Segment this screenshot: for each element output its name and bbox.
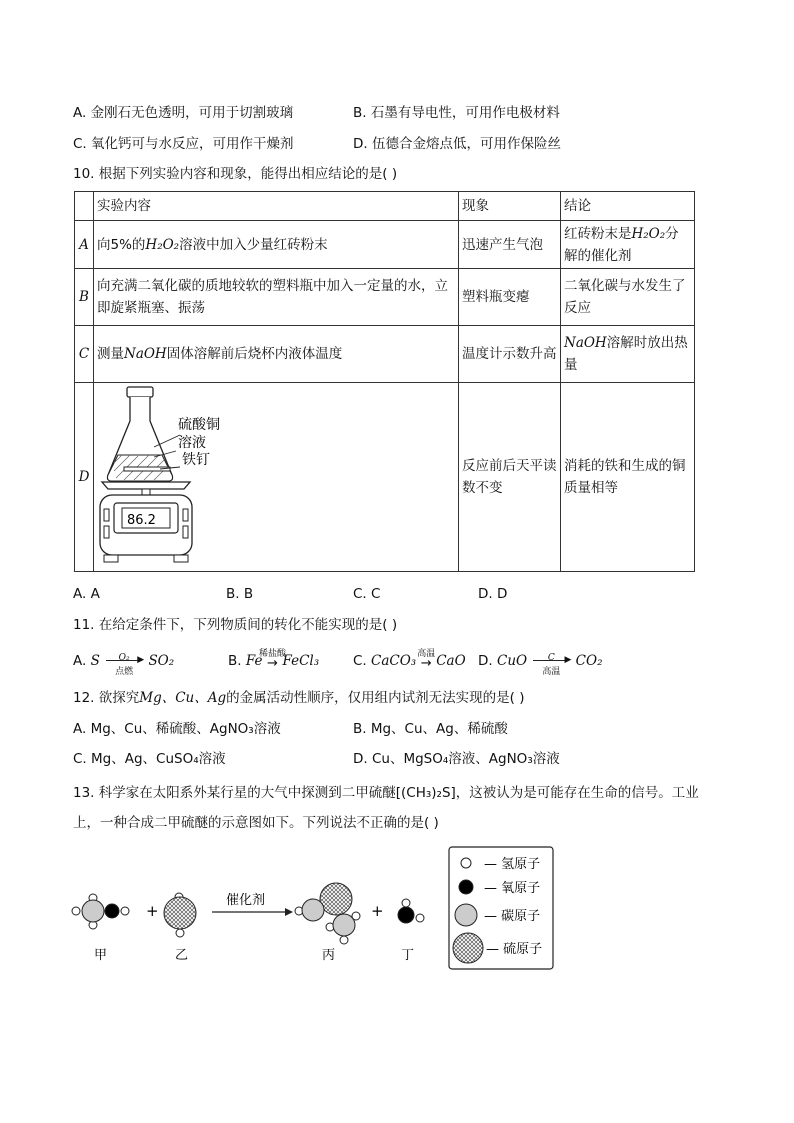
q11-option-d: D. CuO C ▶ 高温 CO₂: [478, 653, 603, 677]
flask-icon: [108, 387, 173, 481]
q10-option-b: B. B: [226, 586, 254, 602]
label-solution: 溶液: [178, 435, 206, 451]
row-conclusion: 二氧化碳与水发生了反应: [561, 269, 695, 326]
header-content: 实验内容: [94, 192, 459, 221]
q10-option-a: A. A: [73, 586, 100, 602]
row-conclusion: 消耗的铁和生成的铜质量相等: [561, 383, 695, 572]
legend-carbon: — 碳原子: [484, 909, 541, 924]
q11-option-b: B. Fe 稀盐酸 → FeCl₃: [228, 649, 320, 671]
row-content: 向充满二氧化碳的质地较软的塑料瓶中加入一定量的水，立即旋紧瓶塞、振荡: [94, 269, 459, 326]
row-label: B: [75, 269, 94, 326]
q10-option-d: D. D: [478, 586, 508, 602]
row-phenomenon: 反应前后天平读数不变: [459, 383, 561, 572]
balance-scale-icon: [100, 482, 192, 562]
table-header-row: [75, 192, 695, 221]
header-conclusion: 结论: [561, 192, 695, 221]
scale-reading: 86.2: [127, 513, 156, 528]
table-row: [75, 383, 695, 572]
label-bing: 丙: [322, 948, 336, 963]
q9-option-a: A. 金刚石无色透明，可用于切割玻璃: [73, 105, 294, 121]
q9-option-c: C. 氧化钙可与水反应，可用作干燥剂: [73, 136, 294, 152]
q12-option-b: B. Mg、Cu、Ag、稀硫酸: [353, 721, 508, 737]
q12-option-a: A. Mg、Cu、稀硫酸、AgNO₃溶液: [73, 721, 281, 737]
molecule-jia: [72, 894, 129, 929]
scale-flask-figure: [94, 383, 459, 564]
plus-sign: +: [371, 902, 384, 920]
q10-option-c: C. C: [353, 586, 381, 602]
legend-sulfur: — 硫原子: [486, 942, 543, 957]
q10-stem: 10. 根据下列实验内容和现象，能得出相应结论的是( ): [73, 166, 398, 182]
molecule-yi: [164, 893, 196, 937]
legend-oxygen: — 氧原子: [484, 881, 541, 896]
label-jia: 甲: [94, 948, 108, 963]
table-row: [75, 221, 695, 269]
row-label: C: [75, 326, 94, 383]
q10-experiment-table: [74, 191, 695, 572]
q13-stem-line1: 13. 科学家在太阳系外某行星的大气中探测到二甲硫醚[(CH₃)₂S]，这被认为是可能存在生命的信号。工业: [73, 785, 699, 801]
row-conclusion: NaOH溶解时放出热量: [561, 326, 695, 383]
catalyst-label: 催化剂: [226, 893, 266, 908]
q9-option-d: D. 伍德合金熔点低，可用作保险丝: [353, 136, 561, 152]
q9-option-b: B. 石墨有导电性，可用作电极材料: [353, 105, 560, 121]
legend-hydrogen: — 氢原子: [484, 857, 541, 872]
q12-option-d: D. Cu、MgSO₄溶液、AgNO₃溶液: [353, 751, 560, 767]
q11-option-c: C. CaCO₃ 高温 → CaO: [353, 649, 466, 671]
label-iron-nail: 铁钉: [182, 452, 210, 468]
row-phenomenon: 塑料瓶变瘪: [459, 269, 561, 326]
molecule-bing: [295, 883, 360, 944]
table-row: [75, 326, 695, 383]
row-content: 向5%的H₂O₂溶液中加入少量红砖粉末: [94, 221, 459, 269]
row-label: A: [75, 221, 94, 269]
label-copper-sulfate: 硫酸铜: [178, 417, 220, 433]
row-label: D: [75, 383, 94, 572]
plus-sign: +: [146, 902, 159, 920]
table-row: [75, 269, 695, 326]
header-phenomenon: 现象: [459, 192, 561, 221]
q11-stem: 11. 在给定条件下，下列物质间的转化不能实现的是( ): [73, 617, 398, 633]
row-conclusion: 红砖粉末是H₂O₂分解的催化剂: [561, 221, 695, 269]
atom-legend: [449, 847, 553, 969]
molecule-reaction-diagram: [60, 842, 570, 972]
row-content: 测量NaOH固体溶解前后烧杯内液体温度: [94, 326, 459, 383]
molecule-ding: [398, 899, 424, 923]
q12-option-c: C. Mg、Ag、CuSO₄溶液: [73, 751, 226, 767]
row-phenomenon: 迅速产生气泡: [459, 221, 561, 269]
q13-stem-line2: 上，一种合成二甲硫醚的示意图如下。下列说法不正确的是( ): [73, 815, 439, 831]
label-ding: 丁: [401, 948, 415, 963]
row-phenomenon: 温度计示数升高: [459, 326, 561, 383]
q12-stem: 12. 欲探究Mg、Cu、Ag的金属活动性顺序，仅用组内试剂无法实现的是( ): [73, 690, 525, 706]
row-figure: [94, 383, 459, 572]
q11-option-a: A. S O₂ ▶ 点燃 SO₂: [73, 653, 175, 677]
label-yi: 乙: [175, 948, 189, 963]
